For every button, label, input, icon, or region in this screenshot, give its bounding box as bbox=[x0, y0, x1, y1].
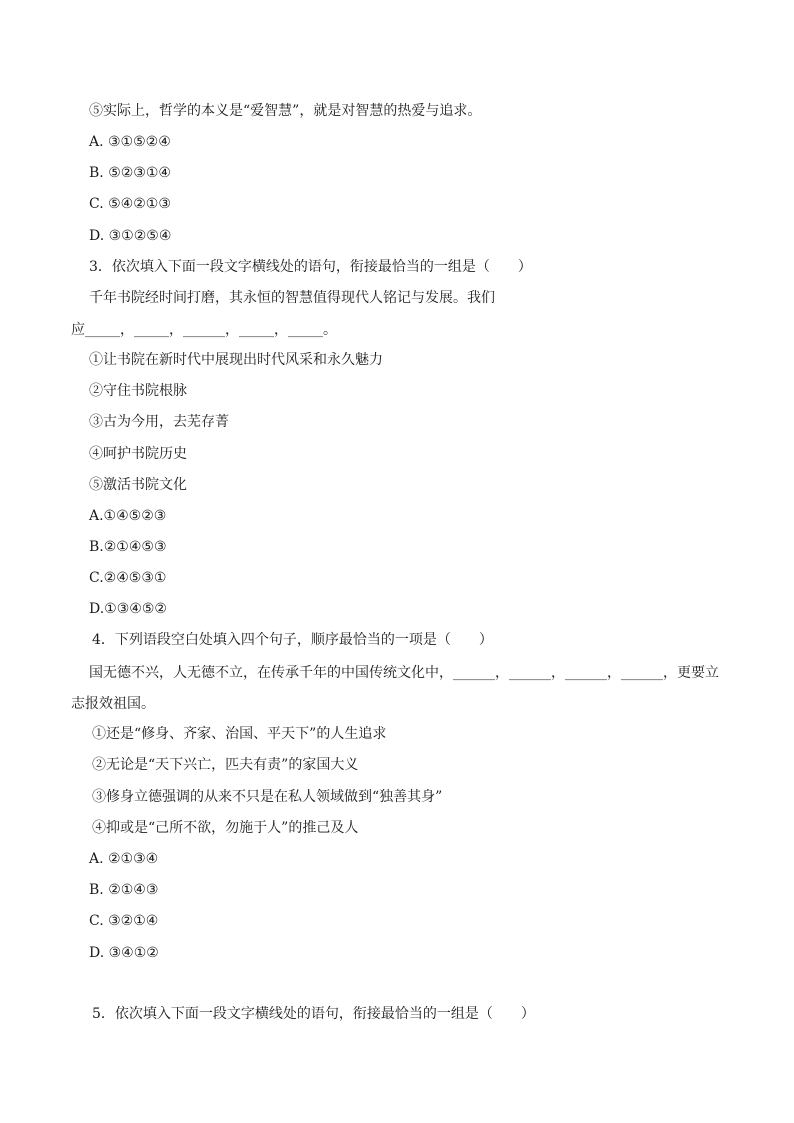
q4-item-1: ①还是“修身、齐家、治国、平天下”的人生追求 bbox=[92, 726, 387, 742]
q3-option-b: B.②①④⑤③ bbox=[89, 539, 167, 555]
q3-passage-line-1: 千年书院经时间打磨，其永恒的智慧值得现代人铭记与发展。我们 bbox=[89, 290, 495, 306]
q3-option-d: D.①③④⑤② bbox=[89, 601, 167, 617]
q4-passage-line-2: 志报效祖国。 bbox=[71, 696, 155, 712]
q2-option-a: A. ③①⑤②④ bbox=[89, 134, 171, 150]
q3-item-3: ③古为今用，去芜存菁 bbox=[89, 414, 229, 430]
q4-item-3: ③修身立德强调的从来不只是在私人领域做到“独善其身” bbox=[92, 789, 443, 805]
q4-option-a: A. ②①③④ bbox=[89, 851, 159, 867]
q3-passage-line-2: 应_____，_____，______，_____，_____。 bbox=[71, 322, 337, 338]
q2-option-d: D. ③①②⑤④ bbox=[89, 228, 172, 244]
q4-option-b: B. ②①④③ bbox=[89, 882, 159, 898]
q3-item-5: ⑤激活书院文化 bbox=[89, 477, 187, 493]
q3-option-a: A.①④⑤②③ bbox=[89, 508, 167, 524]
q2-item-5: ⑤实际上，哲学的本义是“爱智慧”，就是对智慧的热爱与追求。 bbox=[89, 103, 482, 119]
q4-stem: 4．下列语段空白处填入四个句子，顺序最恰当的一项是（ ） bbox=[92, 632, 493, 648]
q2-option-c: C. ⑤④②①③ bbox=[89, 196, 171, 212]
q2-option-b: B. ⑤②③①④ bbox=[89, 165, 171, 181]
q4-passage-line-1: 国无德不兴，人无德不立，在传承千年的中国传统文化中，______，______，______，______，更要立 bbox=[89, 665, 719, 681]
q4-option-d: D. ③④①② bbox=[89, 945, 159, 961]
q3-item-4: ④呵护书院历史 bbox=[89, 446, 187, 462]
q3-item-2: ②守住书院根脉 bbox=[89, 383, 187, 399]
q4-item-2: ②无论是“天下兴亡，匹夫有责”的家国大义 bbox=[92, 757, 359, 773]
q4-item-4: ④抑或是“己所不欲，勿施于人”的推己及人 bbox=[92, 820, 359, 836]
q5-stem: 5．依次填入下面一段文字横线处的语句，衔接最恰当的一组是（ ） bbox=[92, 1006, 535, 1022]
q3-option-c: C.②④⑤③① bbox=[89, 570, 167, 586]
q3-item-1: ①让书院在新时代中展现出时代风采和永久魅力 bbox=[89, 352, 383, 368]
q4-option-c: C. ③②①④ bbox=[89, 913, 159, 929]
q3-stem: 3．依次填入下面一段文字横线处的语句，衔接最恰当的一组是（ ） bbox=[89, 259, 532, 275]
